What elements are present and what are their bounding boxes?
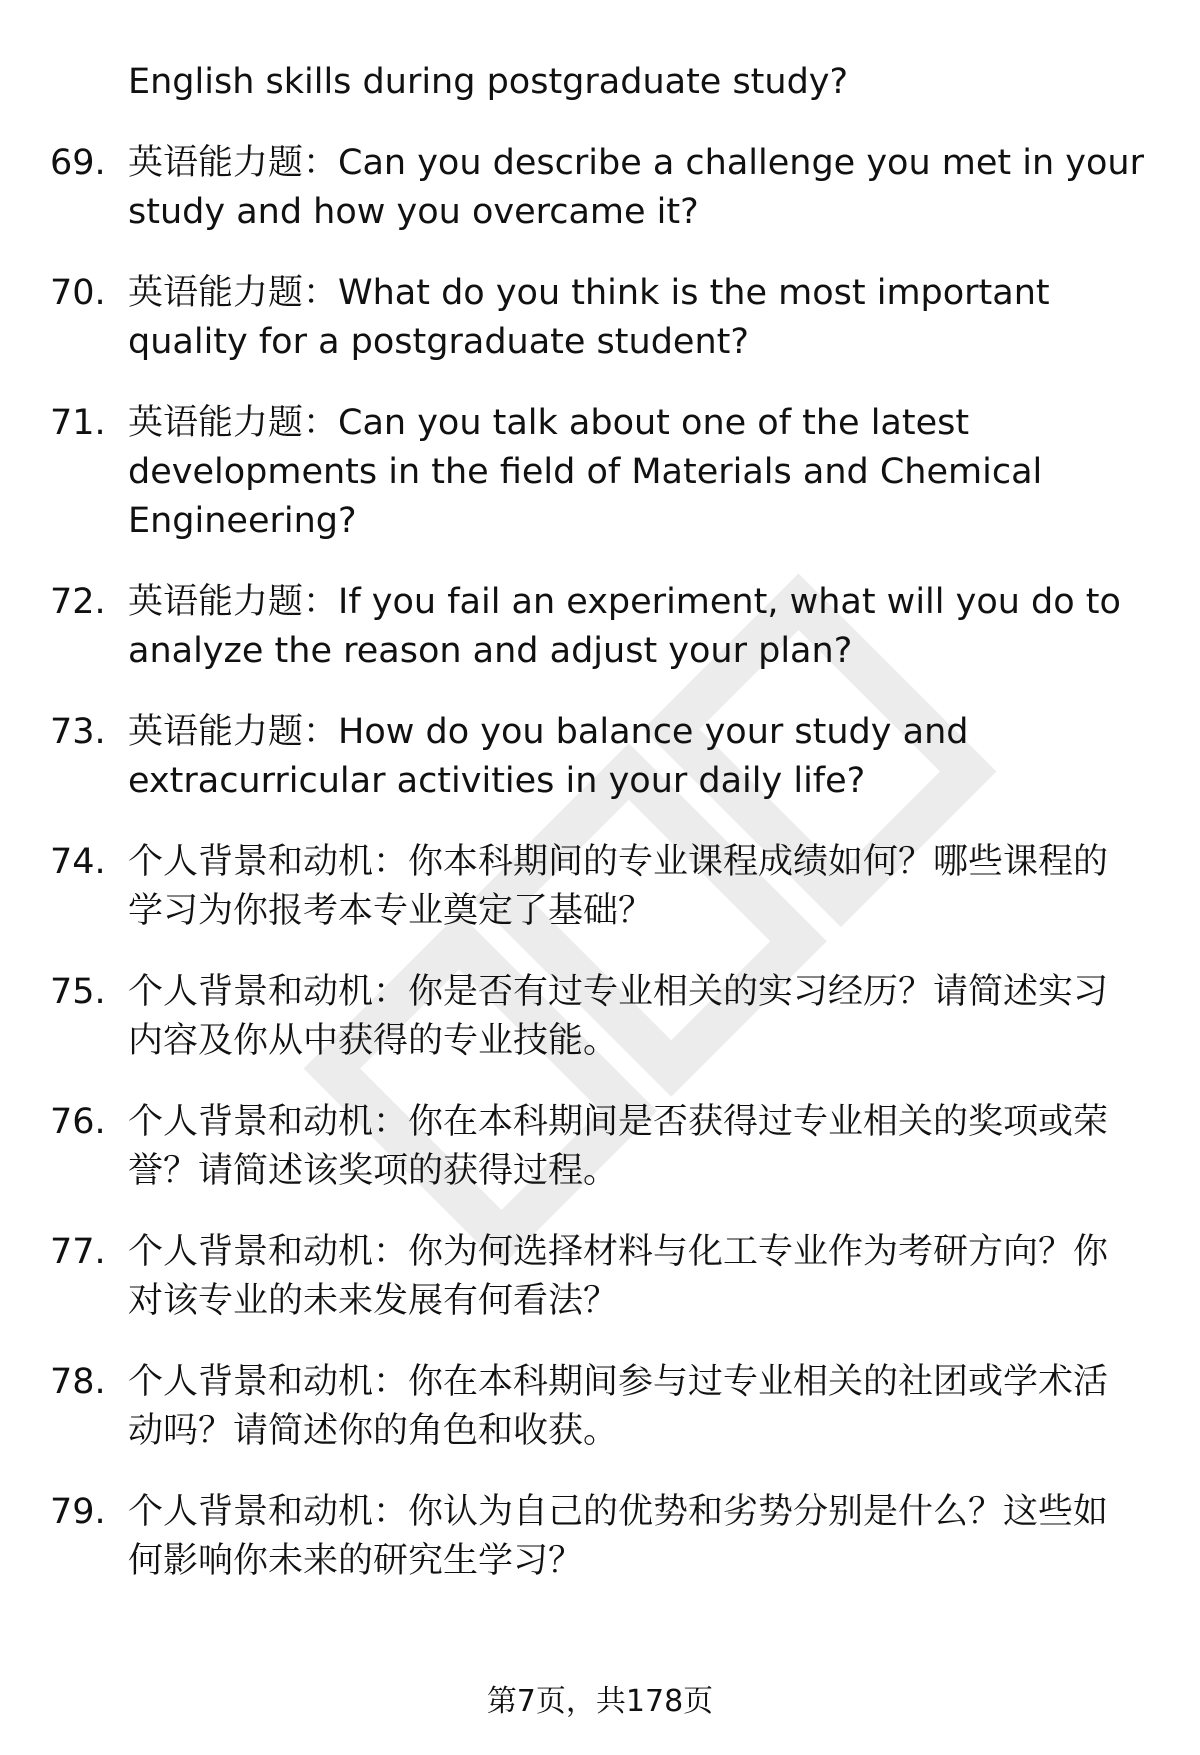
item-number: 73.: [50, 712, 106, 752]
item-number: 78.: [50, 1362, 106, 1402]
continued-question-text: English skills during postgraduate study?: [128, 62, 849, 102]
item-text: 个人背景和动机：你为何选择材料与化工专业作为考研方向？你 对该专业的未来发展有何看法？: [128, 1232, 1109, 1321]
item-number: 79.: [50, 1492, 106, 1532]
item-number: 75.: [50, 972, 106, 1012]
list-item: [50, 1358, 1140, 1456]
page-footer: 第7页，共178页: [486, 1684, 714, 1719]
item-number: 76.: [50, 1102, 106, 1142]
list-item: [50, 269, 1140, 367]
list-item: [50, 399, 1140, 546]
item-number: 69.: [50, 143, 106, 183]
item-text: 英语能力题：Can you talk about one of the latest developments in the field of Materials and Chemical Engineering?: [128, 403, 1043, 541]
list-item: [50, 968, 1140, 1066]
list-item: [50, 1488, 1140, 1586]
item-number: 70.: [50, 273, 106, 313]
list-item: [50, 1098, 1140, 1196]
list-item: [50, 708, 1140, 806]
item-text: 个人背景和动机：你本科期间的专业课程成绩如何？哪些课程的 学习为你报考本专业奠定了基础？: [128, 842, 1109, 931]
item-text: 英语能力题：If you fail an experiment, what will you do to analyze the reason and adjust your plan?: [128, 582, 1121, 671]
list-item: [50, 139, 1144, 237]
item-number: 71.: [50, 403, 106, 443]
item-number: 72.: [50, 582, 106, 622]
item-number: 77.: [50, 1232, 106, 1272]
list-item: [50, 1228, 1140, 1326]
item-text: 英语能力题：How do you balance your study and extracurricular activities in your daily life?: [128, 712, 969, 801]
item-text: 英语能力题：Can you describe a challenge you met in your study and how you overcame it?: [128, 143, 1144, 232]
item-text: 个人背景和动机：你认为自己的优势和劣势分别是什么？这些如 何影响你未来的研究生学习？: [128, 1492, 1109, 1581]
item-text: 个人背景和动机：你是否有过专业相关的实习经历？请简述实习 内容及你从中获得的专业技能。: [128, 972, 1109, 1061]
item-text: 英语能力题：What do you think is the most important quality for a postgraduate student?: [128, 273, 1050, 362]
question-list: [50, 58, 1144, 1586]
item-text: 个人背景和动机：你在本科期间是否获得过专业相关的奖项或荣 誉？请简述该奖项的获得过程。: [128, 1102, 1109, 1191]
list-item: [50, 838, 1140, 936]
item-text: 个人背景和动机：你在本科期间参与过专业相关的社团或学术活 动吗？请简述你的角色和收获。: [128, 1362, 1109, 1451]
item-number: 74.: [50, 842, 106, 882]
list-item: [50, 578, 1140, 676]
